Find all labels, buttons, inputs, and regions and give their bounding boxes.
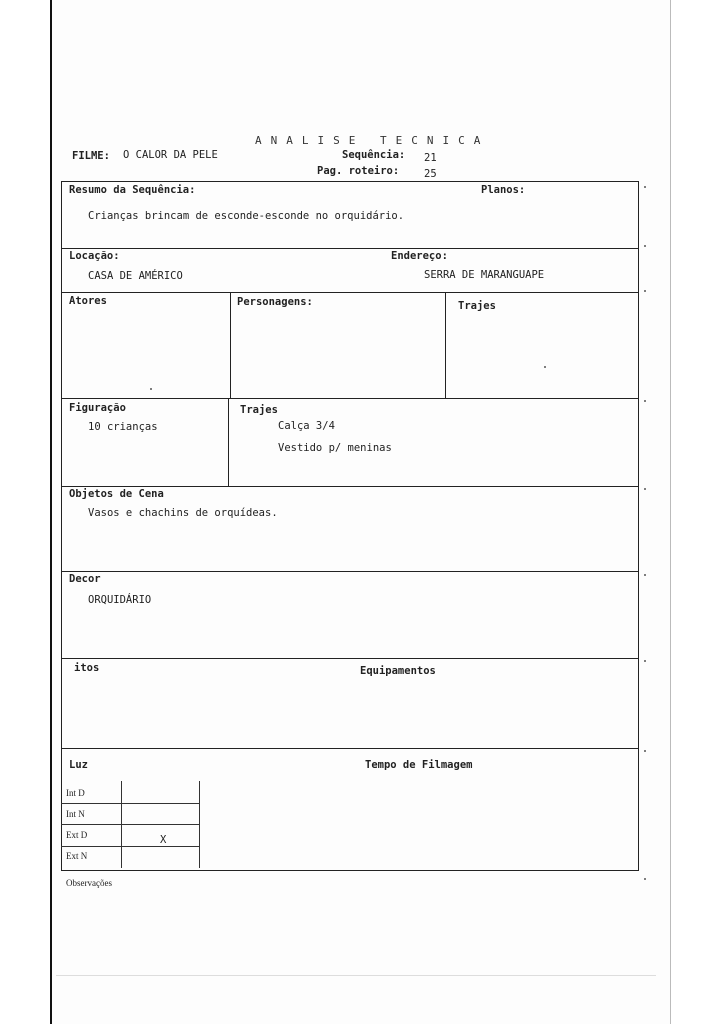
column-divider [228, 398, 229, 486]
scan-speck [544, 366, 546, 368]
divider [61, 571, 639, 572]
filme-value: O CALOR DA PELE [123, 149, 218, 161]
trajes-item: Vestido p/ meninas [278, 442, 392, 454]
scan-speck [150, 388, 152, 390]
divider [61, 248, 639, 249]
luz-grid-line [199, 781, 200, 868]
divider [61, 292, 639, 293]
efeitos-label: itos [74, 662, 100, 674]
atores-label: Atores [69, 295, 107, 307]
figuracao-value: 10 crianças [88, 421, 158, 433]
scan-speck [644, 750, 646, 752]
divider [61, 658, 639, 659]
trajes-label: Trajes [458, 300, 496, 312]
sequencia-value: 21 [424, 152, 437, 164]
endereco-value: SERRA DE MARANGUAPE [424, 269, 545, 281]
figuracao-label: Figuração [69, 402, 126, 414]
luz-row-label: Ext D [66, 830, 88, 840]
form-title: ANALISE TECNICA [255, 134, 490, 147]
scan-speck [644, 660, 646, 662]
sequencia-label: Sequência: [342, 149, 406, 161]
form-frame [61, 181, 639, 871]
page-right-edge [670, 0, 671, 1024]
scan-speck [644, 245, 646, 247]
divider [61, 398, 639, 399]
resumo-text: Crianças brincam de esconde-esconde no orquidário. [88, 210, 405, 222]
divider [61, 486, 639, 487]
column-divider [230, 292, 231, 398]
observacoes-label: Observações [66, 878, 112, 888]
scan-speck [644, 186, 646, 188]
scan-speck [644, 488, 646, 490]
luz-row-mark: X [160, 834, 167, 846]
luz-grid-line [61, 824, 199, 825]
luz-grid-line [61, 846, 199, 847]
tempo-filmagem-label: Tempo de Filmagem [365, 759, 473, 771]
objetos-label: Objetos de Cena [69, 488, 164, 500]
luz-row-label: Int D [66, 788, 85, 798]
luz-row-label: Int N [66, 809, 85, 819]
scan-speck [644, 878, 646, 880]
bottom-rule [56, 975, 656, 976]
luz-row-label: Ext N [66, 851, 88, 861]
scan-speck [644, 290, 646, 292]
planos-label: Planos: [481, 184, 526, 196]
resumo-label: Resumo da Sequência: [69, 184, 196, 196]
divider [61, 748, 639, 749]
personagens-label: Personagens: [237, 296, 313, 308]
filme-label: FILME: [72, 150, 110, 162]
luz-label: Luz [69, 759, 88, 771]
scan-speck [644, 400, 646, 402]
objetos-value: Vasos e chachins de orquídeas. [88, 507, 278, 519]
trajes-item: Calça 3/4 [278, 420, 335, 432]
column-divider [445, 292, 446, 398]
luz-grid-line [61, 803, 199, 804]
locacao-label: Locação: [69, 250, 120, 262]
pag-roteiro-label: Pag. roteiro: [317, 165, 400, 177]
pag-roteiro-value: 25 [424, 168, 437, 180]
locacao-value: CASA DE AMÉRICO [88, 270, 183, 282]
figuracao-trajes-label: Trajes [240, 404, 278, 416]
decor-label: Decor [69, 573, 101, 585]
decor-value: ORQUIDÁRIO [88, 594, 152, 606]
endereco-label: Endereço: [391, 250, 448, 262]
equipamentos-label: Equipamentos [360, 665, 436, 677]
scan-speck [644, 574, 646, 576]
